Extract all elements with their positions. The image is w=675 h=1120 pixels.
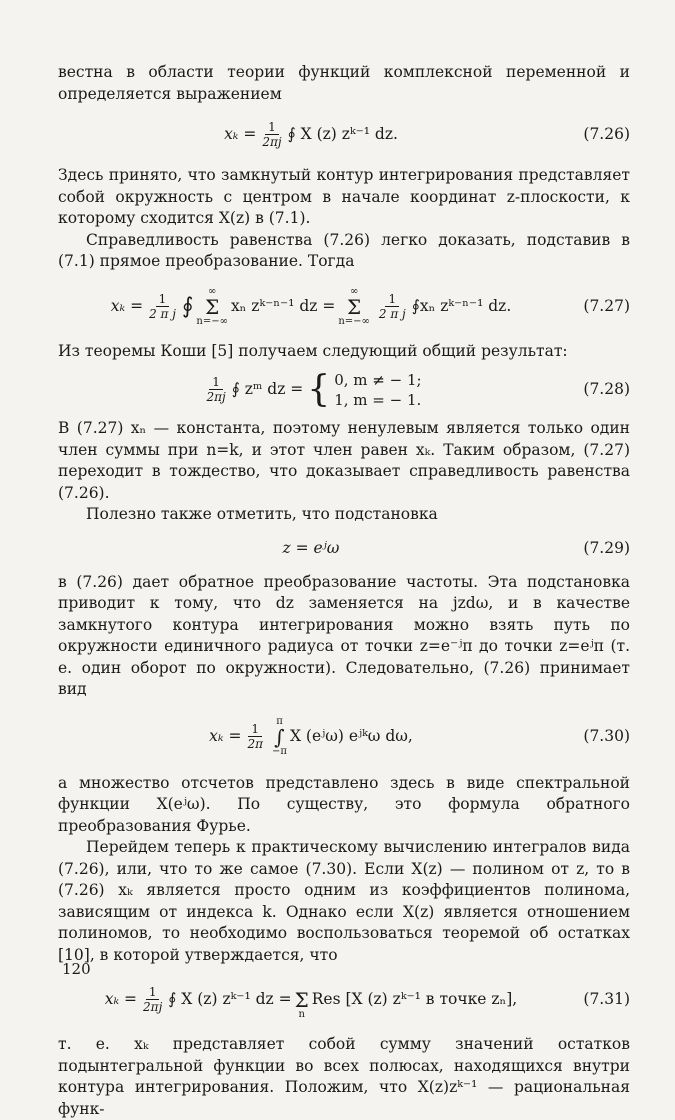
eq27-fraction-1 [146,293,179,321]
paragraph-9: Перейдем теперь к практическому вычислению интегралов вида (7.26), или, что то же самое (7.30). Если X(z) — полином от z, то в (7.26) xₖ является просто одним из коэффициентов полинома, зависящим от индекса k. Однако если X(z) является отношением полиномов, то необходимо воспользоваться теоремой об остатках [10], в которой утверждается, что [58,838,630,964]
eq30-rhs: X (eʲω) eʲᵏω dω, [289,726,413,745]
eq27-frac1-num: 1 [156,293,170,307]
equation-7-26 [58,109,630,161]
eq27-sum2-sigma: Σ [347,294,362,319]
eq30-integral [272,717,287,757]
eq28-case-1: 0, m ≠ − 1; [334,371,422,389]
eq27-fraction-2 [376,293,409,321]
eq26-frac-den: 2πj [262,135,282,149]
paragraph-8: а множество отсчетов представлено здесь в виде спектральной функции X(eʲω). По существу, это формула обратного преобразования Фурье. [58,773,630,835]
eq27-sum1-upper: ∞ [208,285,217,297]
eq29-expr: z = eʲω [282,538,340,557]
eq31-rhs: Res [X (z) zᵏ⁻¹ в точке zₙ], [311,990,518,1009]
eq31-frac-num: 1 [146,986,160,1000]
eq31-mid: ∮ X (z) zᵏ⁻¹ dz = [168,990,292,1009]
eq30-lhs: xₖ = [209,726,242,745]
eq27-sum2-upper: ∞ [349,285,359,297]
eq28-label: (7.28) [583,380,630,399]
eq27-contour-integral-icon: ∮ [181,293,194,319]
equation-7-31 [58,970,630,1030]
eq30-int-lower: −π [272,745,287,757]
eq28-frac-num: 1 [209,376,223,390]
paragraph-1: вестна в области теории функций комплексной переменной и определяется выражением [58,63,630,103]
eq28-frac-den: 2πj [206,390,226,404]
eq27-lhs: xₖ = [110,296,144,315]
eq28-fraction [203,376,228,404]
page-body [58,62,630,1120]
eq30-frac-num: 1 [248,723,262,737]
paragraph-4: Из теоремы Коши [5] получаем следующий общий результат: [58,341,568,360]
eq26-rhs: ∮ X (z) zᵏ⁻¹ dz. [287,125,398,144]
eq31-sum [295,980,309,1020]
equation-7-27 [58,277,630,337]
eq27-mid: xₙ zᵏ⁻ⁿ⁻¹ dz = [230,296,336,315]
eq30-label: (7.30) [583,726,630,745]
eq29-label: (7.29) [583,538,630,557]
eq28-cases [334,370,421,410]
eq26-lhs: xₖ = [224,125,257,144]
eq26-frac-num: 1 [265,121,279,135]
paragraph-3: Справедливость равенства (7.26) легко доказать, подставив в (7.1) прямое преобразование. Тогда [58,230,630,270]
eq30-fraction [244,723,266,751]
eq27-frac2-num: 1 [385,293,399,307]
eq27-sum2-lower: n=−∞ [338,315,370,327]
eq31-fraction [140,986,165,1014]
eq26-fraction [259,121,284,149]
eq27-rhs: ∮xₙ zᵏ⁻ⁿ⁻¹ dz. [411,296,512,315]
paragraph-2: Здесь принято, что замкнутый контур интегрирования представляет собой окружность с центром в начале координат z-плоскости, к которому сходится X(z) в (7.1). [58,166,630,227]
page-number: 120 [62,960,91,978]
eq31-lhs: xₖ = [104,990,138,1009]
equation-7-28 [58,366,630,414]
equation-7-30 [58,705,630,769]
eq31-sum-lower: n [298,1009,305,1020]
eq31-label: (7.31) [583,990,630,1009]
paragraph-10: т. е. xₖ представляет собой сумму значений остатков подынтегральной функции во всех полюсах, находящихся внутри контура интегрирования. Положим, что X(z)zᵏ⁻¹ — рациональная функ- [58,1035,630,1118]
paragraph-6: Полезно также отметить, что подстановка [86,505,438,523]
paragraph-7: в (7.26) дает обратное преобразование частоты. Эта подстановка приводит к тому, что dz заменяется на jzdω, и в качестве замкнутого контура интегрирования можно взять путь по окружности единичного радиуса от точки z=e⁻ʲπ до точки z=eʲπ (т. е. один оборот по окружности). Следовательно, (7.26) принимает вид [58,572,630,698]
eq27-frac2-den: 2 π j [378,306,406,321]
eq31-frac-den: 2πj [143,1000,163,1014]
eq27-sum1-lower: n=−∞ [196,315,228,327]
eq27-label: (7.27) [583,296,630,315]
eq30-frac-den: 2π [247,736,263,751]
eq30-int-sign: ∫ [274,724,285,749]
eq26-label: (7.26) [583,125,630,144]
equation-7-29 [58,530,630,568]
eq27-sum-1 [196,287,228,327]
eq27-frac1-den: 2 π j [149,306,176,321]
eq27-sum1-sigma: Σ [205,294,220,319]
eq30-int-upper: π [276,715,283,727]
eq28-lhs: ∮ zᵐ dz = [231,380,304,399]
eq31-sum-sigma: Σ [294,988,309,1012]
eq28-case-2: 1, m = − 1. [334,391,422,409]
eq27-sum-2 [338,287,370,327]
paragraph-5: В (7.27) xₙ — константа, поэтому ненулевым является только один член суммы при n=k, и этот член равен xₖ. Таким образом, (7.27) переходит в тождество, что доказывает справедливость равенства (7.26). [58,419,630,502]
eq28-brace: { [307,369,331,410]
